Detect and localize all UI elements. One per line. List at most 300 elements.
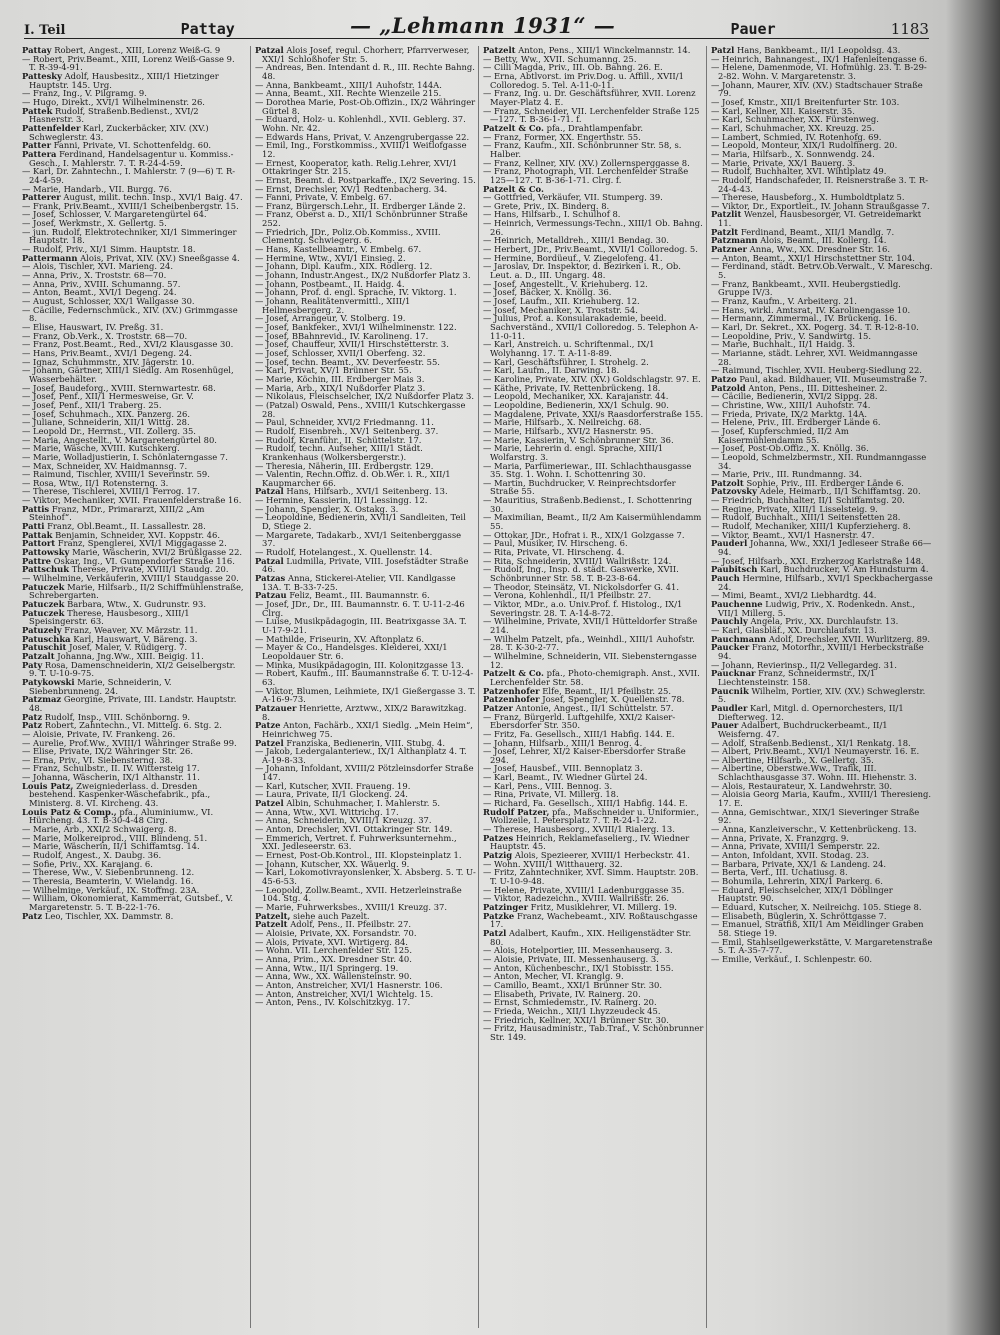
directory-entry bbox=[711, 81, 933, 98]
entry-details: — Josef, techn. Beamt., XV. Deverfeestr. 55. bbox=[255, 356, 440, 367]
entry-surname: Patzelt bbox=[255, 919, 288, 930]
entry-details: — Josef, Hilfsarb., XXI. Erzherzog Karlstraße 148. bbox=[711, 555, 924, 566]
entry-details: Anton, Pens., III. Dittesheiner. 2. bbox=[748, 382, 888, 393]
entry-details: — Cäcilie, Federnschmück., XIV. (XV.) Grimmgasse 8. bbox=[22, 304, 238, 324]
entry-surname: Patzke bbox=[483, 910, 515, 921]
entry-details: — Wilhelmine, Private, XVII/1 Hütteldorfer Straße 214. bbox=[483, 616, 698, 635]
entry-details: — Anton, Drechsler, XVI. Ottakringer Str. 149. bbox=[255, 824, 453, 835]
entry-details: — Berta, Verf., III. Uchatiusg. 8. bbox=[711, 867, 848, 878]
entry-details: Ludwig, Priv., X. Rodenkedn. Anst., VII/1 Millerg. 5. bbox=[718, 599, 916, 618]
entry-details: — Marie, Hilfsarb., X. Neilreichg. 68. bbox=[483, 417, 642, 428]
entry-details: — Anton, Anstreicher, XVI/1 Wichtelg. 15. bbox=[255, 988, 434, 999]
entry-surname: Patzalt bbox=[22, 650, 55, 661]
entry-details: Heinrich, Reklamefaselierg., IV. Wiedner Hauptstr. 45. bbox=[490, 832, 690, 852]
directory-entry bbox=[483, 565, 705, 582]
entry-details: Zweigniederlass. d. Dresden bestehend. Kaspenker-Wäschefabrik., pfa., Ministerg. 8. VI. Kircheng. 43. bbox=[29, 780, 211, 809]
entry-details: — Grete, Priv., IX. Binderg. 8. bbox=[483, 200, 610, 211]
entry-details: — Richard, Fa. Gesellsch., XIII/1 Habfig. 144. E. bbox=[483, 798, 688, 809]
entry-details: — Aloisie, Private, XX. Forsandstr. 70. bbox=[255, 927, 417, 938]
entry-details: — Leopold, Zollw.Beamt., XVII. Hetzerleinstraße 104. Stg. 4. bbox=[255, 884, 462, 904]
entry-surname: Pauch bbox=[711, 573, 740, 584]
entry-surname: Paucnik bbox=[711, 685, 749, 696]
entry-surname: Pauchly bbox=[711, 616, 748, 627]
entry-details: — Wilhelm Patzelt, bbox=[483, 633, 564, 644]
entry-details: — Valentin, Rechn.Offiz. d. Ob.Wer. i. R., XII/1 Kaupmarcher 66. bbox=[255, 469, 451, 488]
entry-details: — Bohumila, Lehrerin, XIX/1 Parkerg. 6. bbox=[711, 876, 883, 886]
entry-details: — Karoline, Private, XIV. (XV.) Goldschlagstr. 97. E. bbox=[483, 373, 701, 384]
entry-details: — Anna, Gemischtwar., XIX/1 Sieveringer Straße 92. bbox=[711, 806, 920, 826]
entry-details: — Elise, Hauswart, IV. Preßg. 31. bbox=[22, 322, 164, 332]
entry-details: — Aurelie, Prof.Ww., XVIII/1 Währinger Straße 99. bbox=[22, 737, 237, 748]
entry-details: — Emil, Ing., Forstkommiss., XVIII/1 Weitlofgasse 12. bbox=[255, 140, 467, 159]
directory-entry bbox=[255, 228, 477, 245]
directory-entry bbox=[255, 687, 477, 704]
entry-details: — Viktor, Dr., Exportleit., IV. Johann Straußgasse 7. bbox=[711, 200, 930, 211]
entry-surname: Patzal bbox=[255, 555, 284, 566]
entry-details: Marie, Wäscherin, XVI/2 Brüßlgasse 22. bbox=[72, 547, 243, 558]
directory-entry bbox=[255, 704, 477, 721]
directory-entry bbox=[711, 63, 933, 80]
entry-details: Fanni, Private, VI. Schottenfeldg. 60. bbox=[53, 140, 212, 151]
entry-details: — Karl, Dr. Sekret., XX. Pogerg. 34. T. R-12-8-10. bbox=[711, 322, 919, 332]
entry-details: Franz, Motorfhr., XVIII/1 Herbeckstraße 94. bbox=[718, 642, 924, 661]
entry-details: Franziska, Bedienerin, VIII. Stubg. 4. bbox=[286, 737, 445, 748]
entry-details: — Alois, Restaurateur, X. Landwehrstr. 30. bbox=[711, 780, 893, 791]
entry-details: — Marie, Handarb., VII. Burgg. 76. bbox=[22, 183, 172, 194]
entry-details: — Josef, Schlosser, XVII/1 Oberfeng. 32. bbox=[255, 347, 426, 358]
entry-surname: Paucker bbox=[711, 642, 750, 653]
entry-details: — Edwards Hans, Privat, V. Anzengrubergasse 22. bbox=[255, 131, 470, 142]
entry-details: Johanna, Jng.Ww., XIII. Beigig. 11. bbox=[57, 650, 204, 661]
entry-details: — Marie, Arb., XXI/2 Schwaigerg. 8. bbox=[22, 824, 177, 835]
entry-details: August, milit. techn. Insp., XVI/1 Baig. 47. bbox=[63, 192, 243, 203]
entry-details: — Josef, Arrangeur, V. Stolberg. 19. bbox=[255, 313, 406, 324]
entry-details: — Viktor, MDr., a.o. Univ.Prof. f. Histolog., IX/1 Severingstr. 28. T. A-14-8-72. bbox=[483, 599, 683, 618]
entry-surname: Patzel bbox=[255, 798, 284, 809]
directory-entry bbox=[255, 669, 477, 686]
entry-details: Franz, Obl.Beamt., II. Lassallestr. 28. bbox=[47, 521, 206, 532]
entry-details: — Marie, Priv., III. Rundmanng. 34. bbox=[711, 469, 863, 480]
directory-entry bbox=[711, 764, 933, 781]
entry-details: — Anna, Private, X. Franzgrg. 9. bbox=[711, 832, 849, 843]
entry-details: — Rudolf, Eisenbreh., XV/1 Seitenberg. 37. bbox=[255, 425, 439, 436]
directory-entry bbox=[711, 920, 933, 937]
directory-entry bbox=[483, 262, 705, 279]
entry-details: Alois, Privat, XIV. (XV.) Sneeßgasse 4. bbox=[80, 252, 240, 263]
entry-details: — Ernest, Kooperator, kath. Relig.Lehrer, XVI/1 Ottakringer Str. 215. bbox=[255, 157, 458, 177]
entry-details: — Johanna, Wäscherin, IX/1 Althanstr. 11. bbox=[22, 772, 200, 783]
entry-details: — Karl, Lokomotivrayonslenker, X. Absberg. 5. T. U-45-6-53. bbox=[255, 867, 476, 886]
entry-details: — Josef, Laufm., XII. Kriehuberg. 12. bbox=[483, 296, 640, 307]
directory-entry bbox=[22, 150, 244, 167]
directory-entry bbox=[255, 159, 477, 176]
section-label: I. Teil bbox=[24, 23, 66, 38]
directory-entry bbox=[255, 401, 477, 418]
entry-surname: Patzlt bbox=[711, 226, 739, 237]
entry-details: — Marie, Buchhalt., II/1 Haidg. 3. bbox=[711, 339, 856, 350]
entry-details: — Marie, Private, XX/1 Bauerg. 3. bbox=[711, 157, 856, 168]
entry-details: — Frieda, Private, IX/2 Marktg. 14A. bbox=[711, 408, 868, 419]
directory-entry bbox=[483, 314, 705, 340]
entry-surname: Patzelt & Co. bbox=[483, 183, 544, 194]
directory-entry bbox=[483, 219, 705, 236]
entry-details: — Anna, Beamt., XII. Rechte Wienzeile 215. bbox=[255, 88, 442, 99]
entry-details: — Josef, Schuhmach., XIX. Panzerg. 26. bbox=[22, 408, 191, 419]
entry-details: — Johann, Kutscher, XX. Wäuerlg. 9. bbox=[255, 858, 410, 869]
entry-surname: Patzl bbox=[483, 927, 507, 938]
column-1 bbox=[22, 46, 244, 1328]
entry-details: — Albertine, Hilfsarb., X. Gellertg. 35. bbox=[711, 754, 874, 765]
directory-entry bbox=[255, 600, 477, 617]
entry-details: — Erna, Abtlvorst. im Priv.Dog. u. Affill., XVII/1 Colloredog. 5. Tel. A-11-0-11. bbox=[483, 70, 684, 90]
directory-entry bbox=[22, 228, 244, 245]
entry-details: — Anna, Wtw., XVI. Wittrichg. 17. bbox=[255, 806, 399, 817]
entry-details: — Cäcilie, Bedienerin, XVI/2 Sippg. 28. bbox=[711, 391, 878, 402]
entry-details: — Franz, Bankbeamt., XVII. Heubergstiedlg. Gruppe IV/3. bbox=[711, 278, 901, 298]
entry-details: — Helene, Priv., III. Erdberger Lände 6. bbox=[711, 417, 881, 428]
entry-details: — Josef, Lehrer, XI/2 Kaiser-Ebersdorfer Straße 294. bbox=[483, 746, 686, 765]
entry-details: — Wohn. XVIII/1 Witthauerg. 32. bbox=[483, 858, 623, 869]
entry-details: — Anna, Prim., XX. Dresdner Str. 40. bbox=[255, 953, 412, 964]
directory-entry bbox=[255, 643, 477, 660]
entry-details: — Karl, Pens., VIII. Bennog. 3. bbox=[483, 780, 613, 791]
directory-entry bbox=[711, 176, 933, 193]
entry-surname: Pauchenne bbox=[711, 599, 763, 609]
entry-details: — Anton, Anstreicher, XVI/1 Hasnerstr. 106. bbox=[255, 979, 443, 990]
entry-details: — Josef, Post-Ob.Offiz., X. Knöllg. 36. bbox=[711, 443, 869, 454]
entry-details: — Anton, Beamt., XVI/1 Degeng. 24. bbox=[22, 287, 177, 298]
entry-details: — Josef, Penf., XII/1 Hermesweise, Gr. V. bbox=[22, 391, 194, 402]
entry-surname: Patzes bbox=[483, 832, 514, 843]
entry-details: — Fritz, Hausadministr., Tab.Traf., V. Schönbrunner Str. 149. bbox=[483, 1023, 704, 1042]
directory-entry bbox=[22, 505, 244, 522]
entry-details: — Anton, Mecher, VI. Kranglg. 9. bbox=[483, 971, 624, 982]
entry-details: Franz, Wachebeamt., XIV. Roßtauschgasse 17. bbox=[490, 910, 698, 930]
directory-entry bbox=[483, 600, 705, 617]
directory-entry bbox=[483, 89, 705, 106]
entry-surname: Patter bbox=[22, 140, 51, 151]
entry-details: Franz, Spenglerei, XVI/1 Miggagasse 2. bbox=[57, 538, 227, 549]
entry-details: Josef, Spengler, X. Quellenstr. 78. bbox=[542, 694, 685, 705]
entry-surname: Patz bbox=[22, 910, 43, 921]
entry-details: — Josef, Mechaniker, X. Troststr. 54. bbox=[483, 304, 638, 315]
entry-details: — Rita, Private, VI. Hirscheng. 4. bbox=[483, 547, 625, 558]
entry-details: Fritz, Musiklehrer, VI. Millerg. 19. bbox=[530, 901, 677, 912]
entry-details: — Ernst, Schmiedemstr., IV. Rainerg. 20. bbox=[483, 997, 657, 1008]
entry-details: — Rudolf, techn. Aufseher, XIII/1 Städt. Krankenhaus (Wolkersbergerstr.). bbox=[255, 443, 423, 462]
directory-entry bbox=[22, 306, 244, 323]
entry-surname: Paty bbox=[22, 659, 43, 670]
directory-entry bbox=[483, 513, 705, 530]
entry-details: — Rudolf, Buchhalter, XVI. Wihtlplatz 49. bbox=[711, 166, 887, 177]
entry-details: Hans, Bankbeamt., II/1 Leopoldsg. 43. bbox=[736, 46, 901, 55]
entry-details: — Rudolf, Priv., XI/1 Simm. Hauptstr. 18. bbox=[22, 244, 196, 255]
entry-details: — Mayer & Co., Handelsges. Kleiderei, XXI/1 Leopoldauer Str. 6. bbox=[255, 642, 448, 661]
directory-entry bbox=[711, 643, 933, 660]
directory-entry bbox=[255, 444, 477, 461]
entry-details: — Julius, Prof. a. Konsularakademie, beeid. Sachverständ., XVII/1 Colloredog. 5. Telephon A-11-0-11. bbox=[483, 313, 699, 341]
entry-details: — Fritz, Fa. Gesellsch., XIII/1 Habfig. 144. E. bbox=[483, 728, 675, 739]
entry-details: — Josef, Chauffeur, XVII/1 Hirschstetterstr. 3. bbox=[255, 339, 449, 350]
directory-entry bbox=[22, 782, 244, 808]
directory-entry bbox=[22, 609, 244, 626]
entry-details: pfa., Aluminiumw., VI. Hürcheng. 43. T. B-30-4-48 Cirg. bbox=[29, 806, 214, 826]
entry-details: — Josef, BBahnrevid., IV. Karolineng. 17. bbox=[255, 330, 429, 341]
entry-details: — Cilli Magda, Priv., III. Ob. Bahng. 26. E. bbox=[483, 62, 663, 73]
entry-surname: Paudler bbox=[711, 702, 748, 713]
entry-details: — Emilie, Verkäuf., I. Schlenpestr. 60. bbox=[711, 953, 873, 964]
entry-details: Robert, Zahntechn., VI. Mittelg. 6. Stg. 2. bbox=[44, 720, 222, 731]
entry-details: — Theresia, Näherin, III. Erdbergstr. 129. bbox=[255, 460, 434, 471]
entry-details: — Anna, Priv., XVIII. Schumanng. 57. bbox=[22, 278, 181, 289]
entry-surname: Patti bbox=[22, 521, 45, 532]
entry-details: — Leopold Dr., Herrnst., VII. Zollerg. 35. bbox=[22, 425, 196, 436]
entry-details: — Franz, Bürgerld. Luftgehilfe, XXI/2 Kaiser-Ebersdorfer Str. 350. bbox=[483, 711, 676, 731]
entry-details: — Marie, Fuhrwerksbes., XVIII/1 Kreuzg. 37. bbox=[255, 901, 448, 912]
entry-surname: Patzig bbox=[483, 850, 513, 861]
entry-details: — jun. Rudolf, Elektrotechniker, XI/1 Simmeringer Hauptstr. 18. bbox=[22, 226, 237, 246]
entry-surname: Patykowski bbox=[22, 676, 75, 687]
directory-title: — „Lehmann 1931“ — bbox=[350, 13, 616, 38]
entry-details: — Johann, Gärtner, XIII/1 Siedlg. Am Rosenhügel, Wasserbehälter. bbox=[22, 365, 234, 384]
entry-surname: Patuczek bbox=[22, 607, 65, 618]
entry-surname: Patzenhofer bbox=[483, 694, 540, 705]
entry-details: — Josef, Hausbef., VIII. Bennoplatz 3. bbox=[483, 763, 643, 774]
entry-details: — Helene, Private, XVIII/1 Ladenburggasse 35. bbox=[483, 884, 685, 895]
entry-details: — Robert, Kaufm., III. Baumannstraße 6. T. U-12-4-63. bbox=[255, 668, 474, 687]
entry-surname: Patzner bbox=[711, 244, 747, 255]
entry-details: Anna, Ww., XX. Dresdner Str. 16. bbox=[749, 244, 890, 255]
directory-entry bbox=[711, 600, 933, 617]
directory-entry bbox=[255, 98, 477, 115]
entry-details: Adolf, Pens., II. Pfeilbstr. 27. bbox=[290, 919, 412, 930]
directory-entry bbox=[22, 124, 244, 141]
directory-entry bbox=[255, 63, 477, 80]
entry-details: Benjamin, Schneider, XVI. Koppstr. 46. bbox=[55, 529, 220, 540]
entry-details: — Josef, JDr., Dr., III. Baumannstr. 6. T. U-11-2-46 Clrg. bbox=[255, 599, 465, 618]
entry-details: — Alois, Private, XVI. Wirtigerg. 84. bbox=[255, 936, 408, 947]
entry-details: — Rudolf, Hotelangest., X. Quellenstr. 14. bbox=[255, 547, 433, 558]
directory-entry bbox=[483, 912, 705, 929]
entry-details: — Rudolf, Handschafeder, II. Reisnerstraße 3. T. R-24-4-43. bbox=[711, 174, 929, 194]
entry-details: pfa., Photo-chemigraph. Anst., XVII. Lerchenfelder Str. 58. bbox=[490, 668, 700, 687]
entry-details: — Wilhelmine, Verkäuferin, XVIII/1 Staudgasse 20. bbox=[22, 573, 239, 584]
entry-details: — Lambert, Schmied, IV. Rotenhofg. 69. bbox=[711, 131, 882, 142]
first-entry-name: Pattay bbox=[180, 20, 235, 38]
entry-details: Adolf, Hausbesitz., XIII/1 Hietzinger Hauptstr. 145. Urg. bbox=[29, 70, 219, 90]
entry-details: Elfe, Beamt., II/1 Pfeilbstr. 25. bbox=[542, 685, 672, 696]
directory-entry bbox=[22, 894, 244, 911]
directory-entry bbox=[483, 669, 705, 686]
entry-details: — Josef, Kmstr., XII/1 Breitenfurter Str. 103. bbox=[711, 96, 900, 107]
entry-details: Ferdinand, Beamt., XII/1 Mandlg. 7. bbox=[740, 226, 895, 237]
directory-entry bbox=[483, 340, 705, 357]
directory-entry bbox=[255, 886, 477, 903]
directory-entry bbox=[483, 167, 705, 184]
entry-details: — Mauritius, Straßenb.Bedienst., I. Schottenring 30. bbox=[483, 495, 692, 514]
entry-details: Anton, Pens., XIII/1 Winckelmannstr. 14. bbox=[518, 46, 691, 55]
directory-entry bbox=[483, 1024, 705, 1041]
entry-details: — Anton, Pens., IV. Kolschitzkyg. 17. bbox=[255, 997, 411, 1008]
entry-details: Paul, akad. Bildhauer, VII. Museumstraße 7. bbox=[739, 373, 928, 384]
directory-entry bbox=[255, 46, 477, 63]
entry-details: — Rudolf, Buchhalt., XIII/1 Seitenstetten 28. bbox=[711, 512, 901, 523]
entry-details: — Jaroslav, Dr. Inspektor, d. Bezirken i. R., Ob. Leut. a. D., III. Ungarg. 48. bbox=[483, 261, 681, 281]
entry-details: Franz, MDr., Primararzt, XIII/2 „Am Steinhof“. bbox=[29, 503, 205, 523]
entry-details: — Anton, Küchenbeschr., IX/1 Stobisstr. 155. bbox=[483, 962, 674, 973]
entry-details: — Franz, Post.Beamt., Red., XVI/2 Klausgasse 30. bbox=[22, 339, 234, 350]
directory-entry bbox=[255, 747, 477, 764]
directory-entry bbox=[711, 808, 933, 825]
entry-details: — Juliane, Schneiderin, XII/1 Wittg. 28. bbox=[22, 417, 190, 428]
entry-details: Henriette, Arztww., XIX/2 Barawitzkag. 8. bbox=[262, 702, 467, 722]
directory-entry bbox=[22, 583, 244, 600]
directory-entry bbox=[711, 349, 933, 366]
directory-entry bbox=[22, 55, 244, 72]
entry-details: — Josef, Penf., XII/1 Traberg. 25. bbox=[22, 399, 162, 410]
entry-surname: Pauer bbox=[711, 720, 739, 731]
entry-details: — Adolf, Straßenb.Bedienst., XI/1 Renkatg. 18. bbox=[711, 737, 911, 748]
entry-details: Georgine, Private, III. Landstr. Hauptstr. 48. bbox=[29, 694, 237, 713]
entry-surname: Pattre bbox=[22, 555, 51, 566]
entry-surname: Patz bbox=[22, 711, 43, 722]
entry-details: — Aloisie, Private, IV. Frankeng. 26. bbox=[22, 728, 176, 739]
entry-surname: Pattera bbox=[22, 148, 57, 159]
entry-details: Rosa, Damenschneiderin, XI/2 Geiselbergstr. 9. T. U-10-9-75. bbox=[29, 659, 236, 679]
entry-details: Hermine, Hilfsarb., XVI/1 Speckbachergasse 24. bbox=[718, 573, 933, 592]
entry-surname: Patzas bbox=[255, 573, 286, 584]
entry-surname: Patzelt bbox=[483, 46, 516, 55]
entry-details: — Franz, Former, XX. Engerthstr. 55. bbox=[483, 131, 641, 142]
entry-details: — Albert, Priv.Beamt., XVI/1 Neumayerstr. 16. E. bbox=[711, 746, 920, 757]
entry-details: — Rudolf, Kranführ., II. Schüttelstr. 17. bbox=[255, 434, 422, 445]
directory-entry bbox=[711, 669, 933, 686]
directory-entry bbox=[255, 557, 477, 574]
entry-details: — Jakob, Ledergalanteriew., IX/1 Althanplatz 4. T. A-19-8-33. bbox=[255, 746, 467, 765]
entry-details: — Laura, Private, II/1 Glockeng. 24. bbox=[255, 789, 408, 800]
directory-entry bbox=[22, 72, 244, 89]
entry-details: — Josef, Bäcker, X. Knöllg. 36. bbox=[483, 287, 612, 298]
entry-surname: Pattermann bbox=[22, 252, 78, 263]
column-4 bbox=[706, 46, 933, 1328]
entry-details: — Johann, Hilfsarb., XIII/1 Benrog. 4. bbox=[483, 737, 643, 748]
entry-details: pfa., Maßschneider u. Uniformier., Wollzeile, I. Petersplatz 7. T. R-24-1-22. bbox=[490, 806, 700, 826]
entry-surname: Patzo bbox=[711, 373, 737, 384]
entry-details: Rudolf, Insp., VIII. Schönborng. 9. bbox=[44, 711, 191, 722]
entry-details: — Hans, Kastellbeamtr., V. Embelg. 67. bbox=[255, 244, 422, 255]
entry-details: — Karl, Kutscher, XVII. Fraueng. 19. bbox=[255, 780, 411, 791]
entry-details: — Martin, Buchdrucker, V. Reinprechtsdorfer Straße 55. bbox=[483, 477, 676, 497]
entry-details: — Regine, Private, XIII/1 Lisselsteig. 9. bbox=[711, 503, 878, 514]
entry-details: Ferdinand, Handelsagentur u. Kommiss.-Gesch., I. Mahlerstr. 7. T. R-24-4-59. bbox=[29, 148, 234, 168]
entry-surname: Patzauer bbox=[255, 702, 297, 713]
entry-details: Oskar, Ing., VI. Gumpendorfer Straße 116. bbox=[53, 555, 235, 566]
entry-surname: Pattak bbox=[22, 529, 53, 540]
entry-details: — Erna, Priv., VI. Siebensterng. 38. bbox=[22, 754, 173, 765]
entry-details: — Magdalene, Private, XXI/s Raasdorferstraße 155. bbox=[483, 408, 704, 419]
entry-details: — Josef, Angestellt., V. Kriehuberg. 12. bbox=[483, 278, 648, 289]
entry-details: Karl, Mitgl. d. Opernorchesters, II/1 Diefterweg. 12. bbox=[718, 702, 904, 722]
entry-details: — Karl, Glasbläf., XX. Durchlaufstr. 13. bbox=[711, 624, 877, 635]
entry-surname: Patuzely bbox=[22, 624, 62, 635]
entry-details: — Wilhelmine, Schneiderin, VII. Siebensterngasse 12. bbox=[483, 650, 697, 670]
directory-entry bbox=[711, 574, 933, 591]
entry-details: — Franz, Kaufm., V. Arbeiterg. 21. bbox=[711, 296, 857, 307]
entry-details: — Gottfried, Verkäufer, VII. Stumperg. 39. bbox=[483, 192, 663, 203]
entry-surname: Pattis bbox=[22, 503, 50, 514]
directory-entry bbox=[711, 539, 933, 556]
entry-details: — Marie, Molkereiprod., VIII. Blindeng. 51. bbox=[22, 832, 208, 843]
entry-details: — Franz, Ob.Verk., X. Troststr. 68—70. bbox=[22, 330, 188, 341]
entry-details: Karl, Buchdrucker, V. Am Hundsturm 4. bbox=[760, 564, 929, 575]
entry-details: — Emil, Stahlseilgewerkstätte, V. Margaretenstraße 5. T. A-35-7-77. bbox=[711, 936, 933, 956]
directory-entry bbox=[483, 462, 705, 479]
entry-details: Franz, Schneidermstr., IX/1 Liechtensteinstr. 158. bbox=[718, 668, 876, 687]
directory-entry bbox=[711, 721, 933, 738]
entry-details: — Viktor, Mechaniker, XVII. Frauenfelderstraße 16. bbox=[22, 495, 242, 506]
entry-details: — Rita, Schneiderin, XVIII/1 Wallrißstr. 124. bbox=[483, 555, 672, 566]
page-header bbox=[24, 12, 929, 39]
entry-details: — Hugo, Direkt., XVI/1 Wilhelminenstr. 26. bbox=[22, 96, 205, 107]
entry-details: — Karl, Anstreich. u. Schriftenmal., IX/1 Wolyhanng. 17. T. A-11-8-89. bbox=[483, 339, 655, 358]
entry-details: Anna, Stickerei-Atelier, VII. Kandlgasse 13A. T. B-33-7-25. bbox=[262, 573, 456, 592]
entry-details: — Viktor, Beamt., XVI/1 Hasnerstr. 47. bbox=[711, 529, 875, 540]
entry-details: — Rosa, Wtw., II/1 Rotensterng. 3. bbox=[22, 477, 169, 488]
directory-entry bbox=[255, 721, 477, 738]
entry-details: Alois Josef, regul. Chorherr, Pfarrverweser, XXI/1 Schloßhofer Str. 5. bbox=[262, 46, 470, 64]
entry-details: — Rudolf, Ing., Insp. d. städt. Gaswerke, XVII. Schönbrunner Str. 58. T. B-23-8-64. bbox=[483, 564, 679, 584]
entry-details: — Alois, Hotelportier, III. Messenhauserg. 3. bbox=[483, 945, 673, 956]
directory-entry bbox=[711, 687, 933, 704]
entry-details: Feliz, Beamt., III. Baumannstr. 6. bbox=[289, 590, 430, 601]
entry-details: — (Patzal) Oswald, Pens., XVIII/1 Kutschkergasse 28. bbox=[255, 399, 466, 419]
entry-details: Wilhelm, Portier, XIV. (XV.) Schweglerstr. 5. bbox=[718, 685, 926, 705]
directory-entry bbox=[483, 496, 705, 513]
entry-details: Adalbert, Kaufm., XIX. Heiligenstädter Str. 80. bbox=[490, 927, 692, 947]
entry-surname: Pattschuk bbox=[22, 564, 70, 575]
entry-details: Leo, Tischler, XX. Dammstr. 8. bbox=[44, 910, 174, 921]
directory-entry bbox=[255, 297, 477, 314]
entry-details: — Eduard, Holz- u. Kohlenhdl., XVII. Geblerg. 37. Wohn. Nr. 42. bbox=[255, 114, 466, 133]
entry-surname: Patzau bbox=[255, 590, 287, 601]
entry-details: — Johann, Realitätenvermittl., XIII/1 Hellmesbergerg. 2. bbox=[255, 296, 411, 315]
entry-details: — Andreas, Ben. Intendant d. R., III. Rechte Bahng. 48. bbox=[255, 62, 475, 81]
directory-entry bbox=[255, 764, 477, 781]
entry-details: — Eduard, Kutscher, X. Neilreichg. 105. Stiege 8. bbox=[711, 901, 922, 912]
directory-entry bbox=[711, 280, 933, 297]
entry-details: — Johann, Revierinsp., II/2 Vellegardeg. 31. bbox=[711, 659, 897, 670]
entry-details: — Paul, Musiker, IV. Hirscheng. 6. bbox=[483, 538, 628, 549]
entry-details: — Hermine, Kassierin, II/1 Lessingg. 12. bbox=[255, 495, 428, 506]
entry-details: Josef, Maler, V. Rüdigerg. 7. bbox=[69, 642, 188, 653]
entry-details: — Viktor, Radezeichn., XVIII. Wallrißstr. 26. bbox=[483, 893, 669, 904]
entry-surname: Patzelt & Co. bbox=[483, 668, 544, 679]
entry-details: — Emanuel, Stratfiß, XII/1 Am Meidlinger Graben 58. Stiege 19. bbox=[711, 919, 924, 938]
directory-entry bbox=[22, 661, 244, 678]
entry-details: — Anton, Beamt., XXI/1 Hirschstettner Str. 104. bbox=[711, 252, 915, 263]
entry-details: — William, Ökonomierat, Kammerrat, Gutsbef., V. Margaretenstr. 5. T. B-22-1-76. bbox=[22, 893, 234, 912]
entry-details: — Johann, Maurer, XIV. (XV.) Stadtschauer Straße 79. bbox=[711, 79, 923, 99]
entry-details: — Anna, Private, XVIII/1 Semperstr. 22. bbox=[711, 841, 880, 852]
entry-surname: Pattesky bbox=[22, 70, 62, 81]
entry-details: — Hermann, Zimmermal., IV. Brückeng. 16. bbox=[711, 313, 898, 324]
entry-details: — Leopoldine, Priv., V. Sandwirtg. 15. bbox=[711, 330, 872, 341]
entry-details: Alois, Spezieerer, XVIII/1 Herbeckstr. 41. bbox=[514, 850, 690, 861]
entry-details: — Ernst, Drechsler, XV/1 Redtenbacherg. 34. bbox=[255, 183, 448, 194]
entry-surname: Patzl bbox=[711, 46, 735, 55]
entry-details: — Maria, Parfümeriewar., III. Schlachthausgasse 35. Stg. 1. Wohn. I. Schottenring 30. bbox=[483, 460, 692, 480]
entry-details: — Josef, Werkmstr., X. Gellertg. 5. bbox=[22, 218, 167, 229]
